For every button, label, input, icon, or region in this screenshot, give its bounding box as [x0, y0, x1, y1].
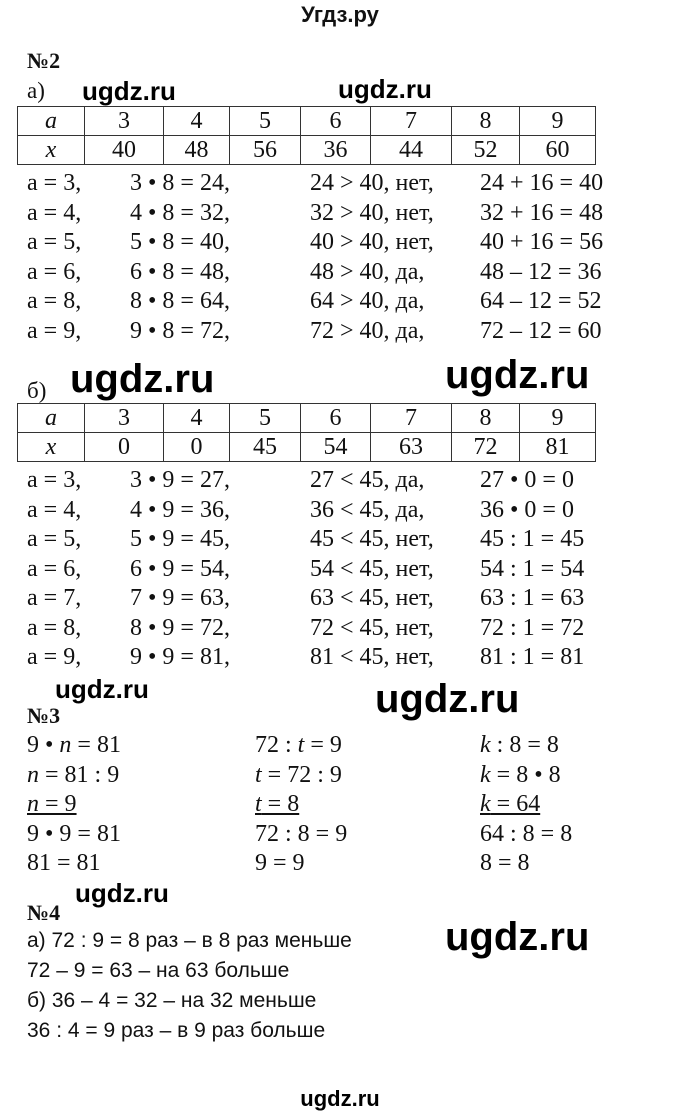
table-cell: 44: [371, 136, 452, 165]
equation-cell: а = 9,: [27, 644, 82, 670]
answer-line: а) 72 : 9 = 8 раз – в 8 раз меньше: [27, 929, 352, 952]
equation-cell: а = 4,: [27, 199, 82, 226]
site-header: Угдз.ру: [301, 2, 379, 27]
equation-cell: 3 • 8 = 24,: [130, 170, 230, 196]
equation-cell: а = 5,: [27, 526, 82, 552]
table-cell: 45: [230, 433, 301, 462]
equation-cell: 72 : 1 = 72: [480, 614, 585, 641]
equation: 8 = 8: [480, 850, 530, 876]
equation: k = 8 • 8: [480, 761, 561, 788]
task2-title: №2: [27, 48, 61, 73]
equation: 81 = 81: [27, 850, 101, 876]
answer-line: 36 : 4 = 9 раз – в 9 раз больше: [27, 1019, 326, 1042]
equation-cell: 81 : 1 = 81: [480, 644, 585, 670]
table-cell: 40: [85, 136, 164, 165]
equation-cell: 6 • 9 = 54,: [130, 555, 230, 582]
table-cell: 8: [452, 107, 520, 136]
equation-cell: 32 > 40, нет,: [310, 199, 434, 226]
watermark: ugdz.ru: [82, 76, 176, 106]
equation-cell: 5 • 9 = 45,: [130, 526, 230, 552]
equation-cell: 36 • 0 = 0: [480, 496, 574, 523]
table-cell: 48: [164, 136, 230, 165]
equation-cell: 32 + 16 = 48: [480, 199, 604, 226]
equation-cell: а = 6,: [27, 555, 82, 582]
table-b: [17, 403, 596, 462]
table-cell: 7: [371, 404, 452, 433]
equation-cell: а = 3,: [27, 467, 82, 493]
equation-cell: 4 • 9 = 36,: [130, 496, 230, 523]
watermark: ugdz.ru: [70, 357, 215, 401]
equation-cell: 48 > 40, да,: [310, 258, 425, 285]
answer-underlined: t = 8: [255, 791, 300, 817]
table-header-cell: a: [18, 107, 85, 136]
equation-cell: а = 3,: [27, 170, 82, 196]
equation-cell: а = 5,: [27, 229, 82, 255]
table-cell: 9: [520, 107, 596, 136]
table-cell: 7: [371, 107, 452, 136]
table-cell: 5: [230, 404, 301, 433]
equation-cell: 6 • 8 = 48,: [130, 258, 230, 285]
equation-cell: 8 • 9 = 72,: [130, 614, 230, 641]
watermark: ugdz.ru: [75, 878, 169, 908]
equation-cell: 9 • 9 = 81,: [130, 644, 230, 670]
equation-cell: 63 : 1 = 63: [480, 585, 585, 611]
equation-cell: 24 > 40, нет,: [310, 170, 434, 196]
table-cell: 54: [301, 433, 371, 462]
equation-cell: 72 – 12 = 60: [480, 317, 602, 344]
equation-cell: 72 < 45, нет,: [310, 614, 434, 641]
watermark: ugdz.ru: [375, 677, 520, 721]
equation-cell: 81 < 45, нет,: [310, 644, 434, 670]
answer-line: б) 36 – 4 = 32 – на 32 меньше: [27, 989, 317, 1012]
table-row: [18, 404, 596, 433]
equation-cell: а = 6,: [27, 258, 82, 285]
equation-cell: 64 > 40, да,: [310, 288, 425, 314]
equation-cell: 48 – 12 = 36: [480, 258, 602, 285]
equation-cell: 27 < 45, да,: [310, 467, 425, 493]
table-row: [18, 433, 596, 462]
equation: 72 : t = 9: [255, 732, 342, 758]
table-cell: 9: [520, 404, 596, 433]
equation-cell: 3 • 9 = 27,: [130, 467, 230, 493]
equation-cell: 63 < 45, нет,: [310, 585, 434, 611]
equation: k : 8 = 8: [480, 732, 559, 758]
equation-cell: 8 • 8 = 64,: [130, 288, 230, 314]
equation-cell: 7 • 9 = 63,: [130, 585, 230, 611]
table-cell: 5: [230, 107, 301, 136]
equation-cell: а = 4,: [27, 496, 82, 523]
equation-cell: 36 < 45, да,: [310, 496, 425, 523]
table-header-cell: x: [18, 136, 85, 165]
table-cell: 6: [301, 404, 371, 433]
equation-cell: 24 + 16 = 40: [480, 170, 604, 196]
equation-cell: а = 8,: [27, 288, 82, 314]
table-row: [18, 136, 596, 165]
equation-cell: 40 + 16 = 56: [480, 229, 604, 255]
table-cell: 36: [301, 136, 371, 165]
equation-cell: 5 • 8 = 40,: [130, 229, 230, 255]
equation-cell: 27 • 0 = 0: [480, 467, 574, 493]
footer-watermark: ugdz.ru: [300, 1086, 380, 1111]
table-cell: 3: [85, 404, 164, 433]
watermark: ugdz.ru: [445, 353, 590, 397]
table-header-cell: a: [18, 404, 85, 433]
task4-title: №4: [27, 900, 61, 925]
part-a-label: а): [27, 78, 45, 103]
table-cell: 0: [85, 433, 164, 462]
equation-cell: 40 > 40, нет,: [310, 229, 434, 255]
equation-cell: 45 : 1 = 45: [480, 526, 585, 552]
table-cell: 81: [520, 433, 596, 462]
table-cell: 60: [520, 136, 596, 165]
watermark: ugdz.ru: [55, 674, 149, 704]
table-cell: 0: [164, 433, 230, 462]
equation-cell: а = 9,: [27, 317, 82, 344]
equation-cell: 54 < 45, нет,: [310, 555, 434, 582]
table-cell: 56: [230, 136, 301, 165]
task3-title: №3: [27, 703, 61, 728]
table-header-cell: x: [18, 433, 85, 462]
equation-cell: 64 – 12 = 52: [480, 288, 602, 314]
table-cell: 8: [452, 404, 520, 433]
equation: t = 72 : 9: [255, 761, 342, 788]
table-cell: 4: [164, 107, 230, 136]
equation-cell: 72 > 40, да,: [310, 317, 425, 344]
table-row: [18, 107, 596, 136]
answer-underlined: k = 64: [480, 791, 541, 817]
watermark: ugdz.ru: [445, 915, 590, 959]
table-cell: 72: [452, 433, 520, 462]
equation-cell: 54 : 1 = 54: [480, 555, 585, 582]
part-b-label: б): [27, 378, 47, 403]
equation: 9 • 9 = 81: [27, 820, 121, 847]
equation-cell: а = 8,: [27, 614, 82, 641]
table-a: [17, 106, 596, 165]
table-cell: 4: [164, 404, 230, 433]
equation: 9 = 9: [255, 850, 305, 876]
equation: n = 81 : 9: [27, 761, 120, 788]
equation-cell: 9 • 8 = 72,: [130, 317, 230, 344]
table-cell: 52: [452, 136, 520, 165]
watermark: ugdz.ru: [338, 74, 432, 104]
answer-line: 72 – 9 = 63 – на 63 больше: [27, 959, 290, 982]
equation: 9 • n = 81: [27, 732, 121, 758]
equation-cell: а = 7,: [27, 585, 82, 611]
answer-underlined: n = 9: [27, 791, 77, 817]
table-cell: 3: [85, 107, 164, 136]
table-cell: 6: [301, 107, 371, 136]
equation: 64 : 8 = 8: [480, 820, 573, 847]
table-cell: 63: [371, 433, 452, 462]
equation-cell: 4 • 8 = 32,: [130, 199, 230, 226]
equation: 72 : 8 = 9: [255, 820, 348, 847]
equation-cell: 45 < 45, нет,: [310, 526, 434, 552]
